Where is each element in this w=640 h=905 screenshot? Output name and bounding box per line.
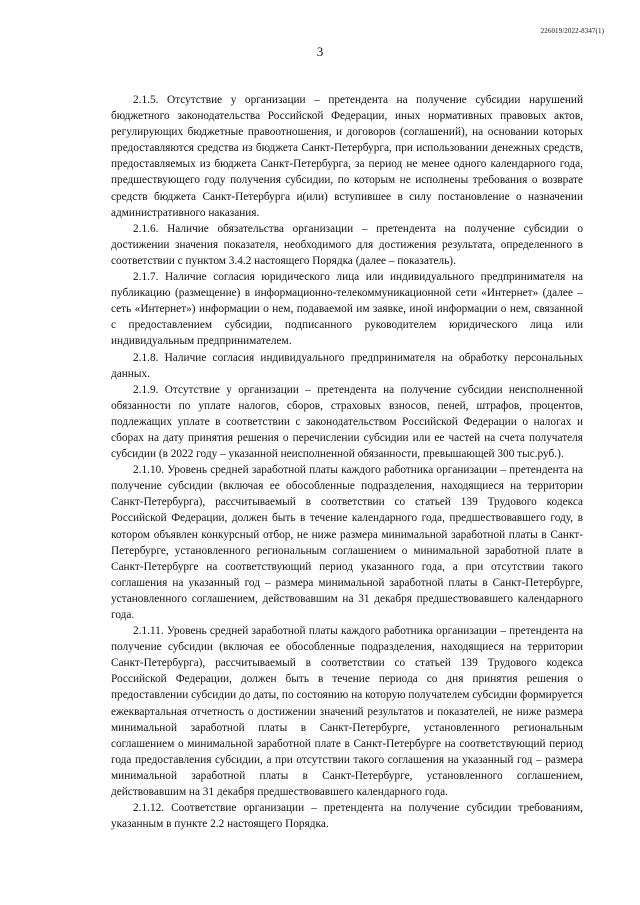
page-number: 3 bbox=[316, 44, 324, 59]
paragraph-2-1-10: 2.1.10. Уровень средней заработной платы каждого работника организации – претендента на получение субсидии (включая ее обособленные подразделения, находящиеся на территории Санкт-Петербурга), рассчитываемый в соответствии со статьей 139 Трудового кодекса Российской Федерации, должен быть в течение календарного года, предшествовавшего году, в котором объявлен конкурсный отбор, не ниже размера минимальной заработной платы в Санкт-Петербурге, установленного региональным соглашением о минимальной заработной плате в Санкт-Петербурге на соответствующий период указанного года, а при отсутствии такого соглашения на указанный год – размера минимальной заработной платы в Санкт-Петербурге, установленного соглашением, действовавшим на 31 декабря предшествовавшего календарного года. bbox=[111, 464, 583, 621]
paragraph-2-1-8: 2.1.8. Наличие согласия индивидуального предпринимателя на обработку персональных данных. bbox=[111, 351, 583, 380]
paragraph-2-1-6: 2.1.6. Наличие обязательства организации – претендента на получение субсидии о достижении значения показателя, необходимого для достижения результата, определенного в соответствии с пунктом 3.4.2 настоящего Порядка (далее – показатель). bbox=[111, 222, 583, 267]
paragraph-2-1-11: 2.1.11. Уровень средней заработной платы каждого работника организации – претендента на получение субсидии (включая ее обособленные подразделения, находящиеся на территории Санкт-Петербурга), рассчитываемый в соответствии со статьей 139 Трудового кодекса Российской Федерации, должен быть в течение периода со дня принятия решения о предоставлении субсидии до даты, по состоянию на которую получателем субсидии формируется ежеквартальная отчетность о достижении значений результатов и показателей, не ниже размера минимальной заработной платы в Санкт-Петербурге, установленного региональным соглашением о минимальной заработной плате в Санкт-Петербурге на соответствующий период года предоставления субсидии, а при отсутствии такого соглашения на указанный год – размера минимальной заработной платы в Санкт-Петербурге, установленного соглашением, действовавшим на 31 декабря предшествовавшего календарного года. bbox=[111, 625, 583, 799]
document-id: 226019/2022-8347(1) bbox=[540, 27, 604, 35]
paragraph-2-1-9: 2.1.9. Отсутствие у организации – претендента на получение субсидии неисполненной обязанности по уплате налогов, сборов, страховых взносов, пеней, штрафов, процентов, подлежащих уплате в соответствии с законодательством Российской Федерации о налогах и сборах на дату принятия решения о перечислении субсидии или ее частей на счета получателя субсидии (в 2022 году – указанной неисполненной обязанности, превышающей 300 тыс.руб.). bbox=[111, 383, 583, 461]
paragraph-2-1-7: 2.1.7. Наличие согласия юридического лица или индивидуального предпринимателя на публикацию (размещение) в информационно-телекоммуникационной сети «Интернет» (далее – сеть «Интернет») информации о нем, подаваемой им заявке, иной информации о нем, связанной с предоставлением субсидии, подписанного руководителем юридического лица или индивидуальным предпринимателем. bbox=[111, 271, 583, 348]
paragraph-2-1-12: 2.1.12. Соответствие организации – претендента на получение субсидии требованиям, указанным в пункте 2.2 настоящего Порядка. bbox=[111, 802, 583, 831]
document-body bbox=[111, 92, 583, 832]
paragraph-2-1-5: 2.1.5. Отсутствие у организации – претендента на получение субсидии нарушений бюджетного законодательства Российской Федерации, иных нормативных правовых актов, регулирующих бюджетные правоотношения, и договоров (соглашений), на основании которых предоставляются средства из бюджета Санкт-Петербурга, при использовании денежных средств, предоставляемых из бюджета Санкт-Петербурга, за период не менее одного календарного года, предшествующего году получения субсидии, по которым не исполнены требования о возврате средств бюджета Санкт-Петербурга и(или) вступившее в силу постановление о назначении административного наказания. bbox=[111, 94, 583, 219]
